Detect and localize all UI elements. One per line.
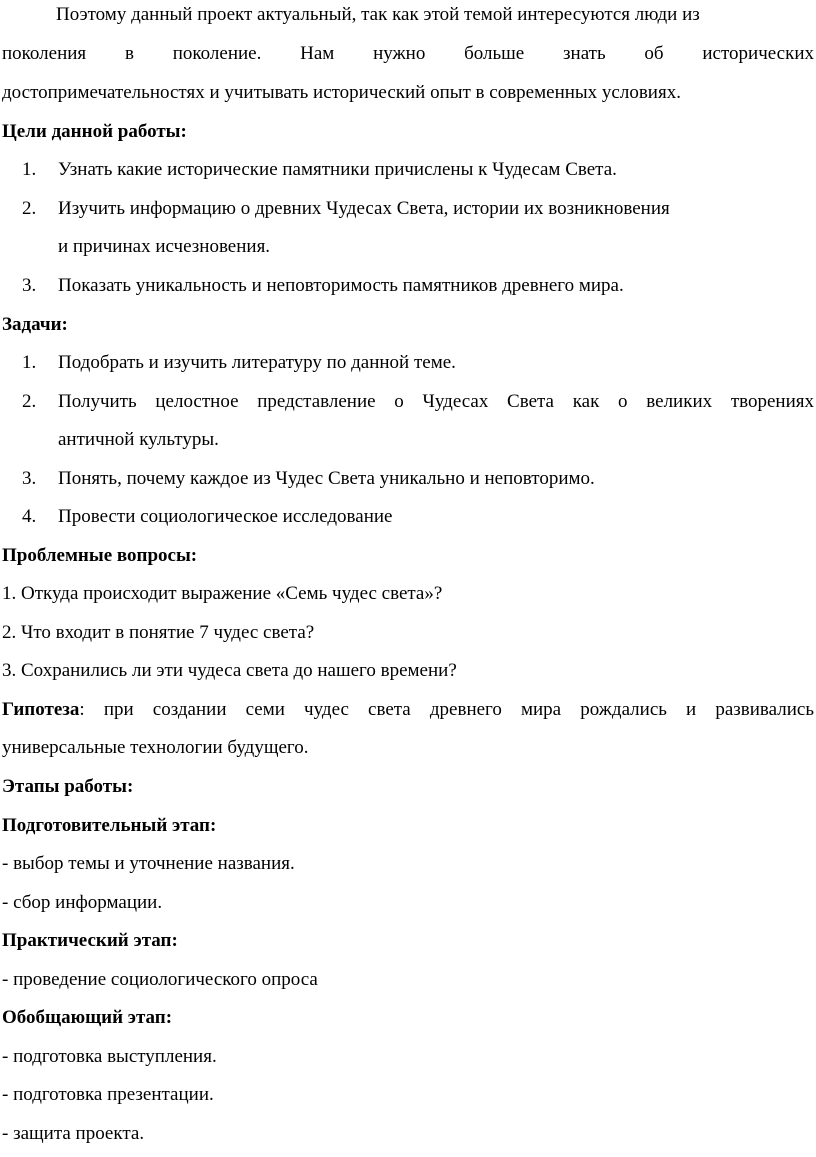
goal-item-text: Показать уникальность и неповторимость памятников древнего мира.: [58, 275, 624, 296]
stages-heading: Этапы работы:: [2, 776, 134, 797]
practical-stage-item: - проведение социологического опроса: [2, 969, 318, 990]
goal-item-text-continued: и причинах исчезновения.: [58, 236, 271, 257]
questions-heading: Проблемные вопросы:: [2, 545, 198, 566]
task-item-text: Понять, почему каждое из Чудес Света уникально и неповторимо.: [58, 468, 595, 489]
question-item-3: 3. Сохранились ли эти чудеса света до нашего времени?: [2, 660, 457, 681]
hypothesis-label: Гипотеза: [2, 699, 80, 720]
goal-item-number: 2.: [22, 198, 37, 219]
summary-stage-heading: Обобщающий этап:: [2, 1007, 173, 1028]
intro-line-2: поколения в поколение. Нам нужно больше знать об исторических: [2, 43, 814, 64]
goal-item-number: 1.: [22, 159, 37, 180]
task-item-text: Получить целостное представление о Чудесах Света как о великих творениях: [58, 391, 814, 412]
summary-stage-item: - подготовка презентации.: [2, 1084, 214, 1105]
task-item-number: 4.: [22, 506, 37, 527]
summary-stage-item: - защита проекта.: [2, 1123, 145, 1144]
prep-stage-heading: Подготовительный этап:: [2, 815, 217, 836]
prep-stage-item: - выбор темы и уточнение названия.: [2, 853, 295, 874]
prep-stage-item: - сбор информации.: [2, 892, 163, 913]
task-item-number: 3.: [22, 468, 37, 489]
hypothesis-text: : при создании семи чудес света древнего мира рождались и развивались: [79, 699, 814, 720]
question-item-2: 2. Что входит в понятие 7 чудес света?: [2, 622, 315, 643]
goals-heading: Цели данной работы:: [2, 121, 187, 142]
question-item-1: 1. Откуда происходит выражение «Семь чудес света»?: [2, 583, 443, 604]
task-item-number: 2.: [22, 391, 37, 412]
goal-item-text: Изучить информацию о древних Чудесах Света, истории их возникновения: [58, 198, 670, 219]
task-item-text-continued: античной культуры.: [58, 429, 219, 450]
task-item-text: Подобрать и изучить литературу по данной теме.: [58, 352, 456, 373]
tasks-heading: Задачи:: [2, 314, 68, 335]
intro-line-3: достопримечательностях и учитывать исторический опыт в современных условиях.: [2, 82, 681, 103]
intro-line-1: Поэтому данный проект актуальный, так как этой темой интересуются люди из: [56, 4, 700, 25]
task-item-number: 1.: [22, 352, 37, 373]
summary-stage-item: - подготовка выступления.: [2, 1046, 217, 1067]
practical-stage-heading: Практический этап:: [2, 930, 178, 951]
goal-item-text: Узнать какие исторические памятники причислены к Чудесам Света.: [58, 159, 617, 180]
hypothesis-line-2: универсальные технологии будущего.: [2, 737, 309, 758]
hypothesis-line-1: [2, 699, 814, 721]
task-item-text: Провести социологическое исследование: [58, 506, 393, 527]
goal-item-number: 3.: [22, 275, 37, 296]
